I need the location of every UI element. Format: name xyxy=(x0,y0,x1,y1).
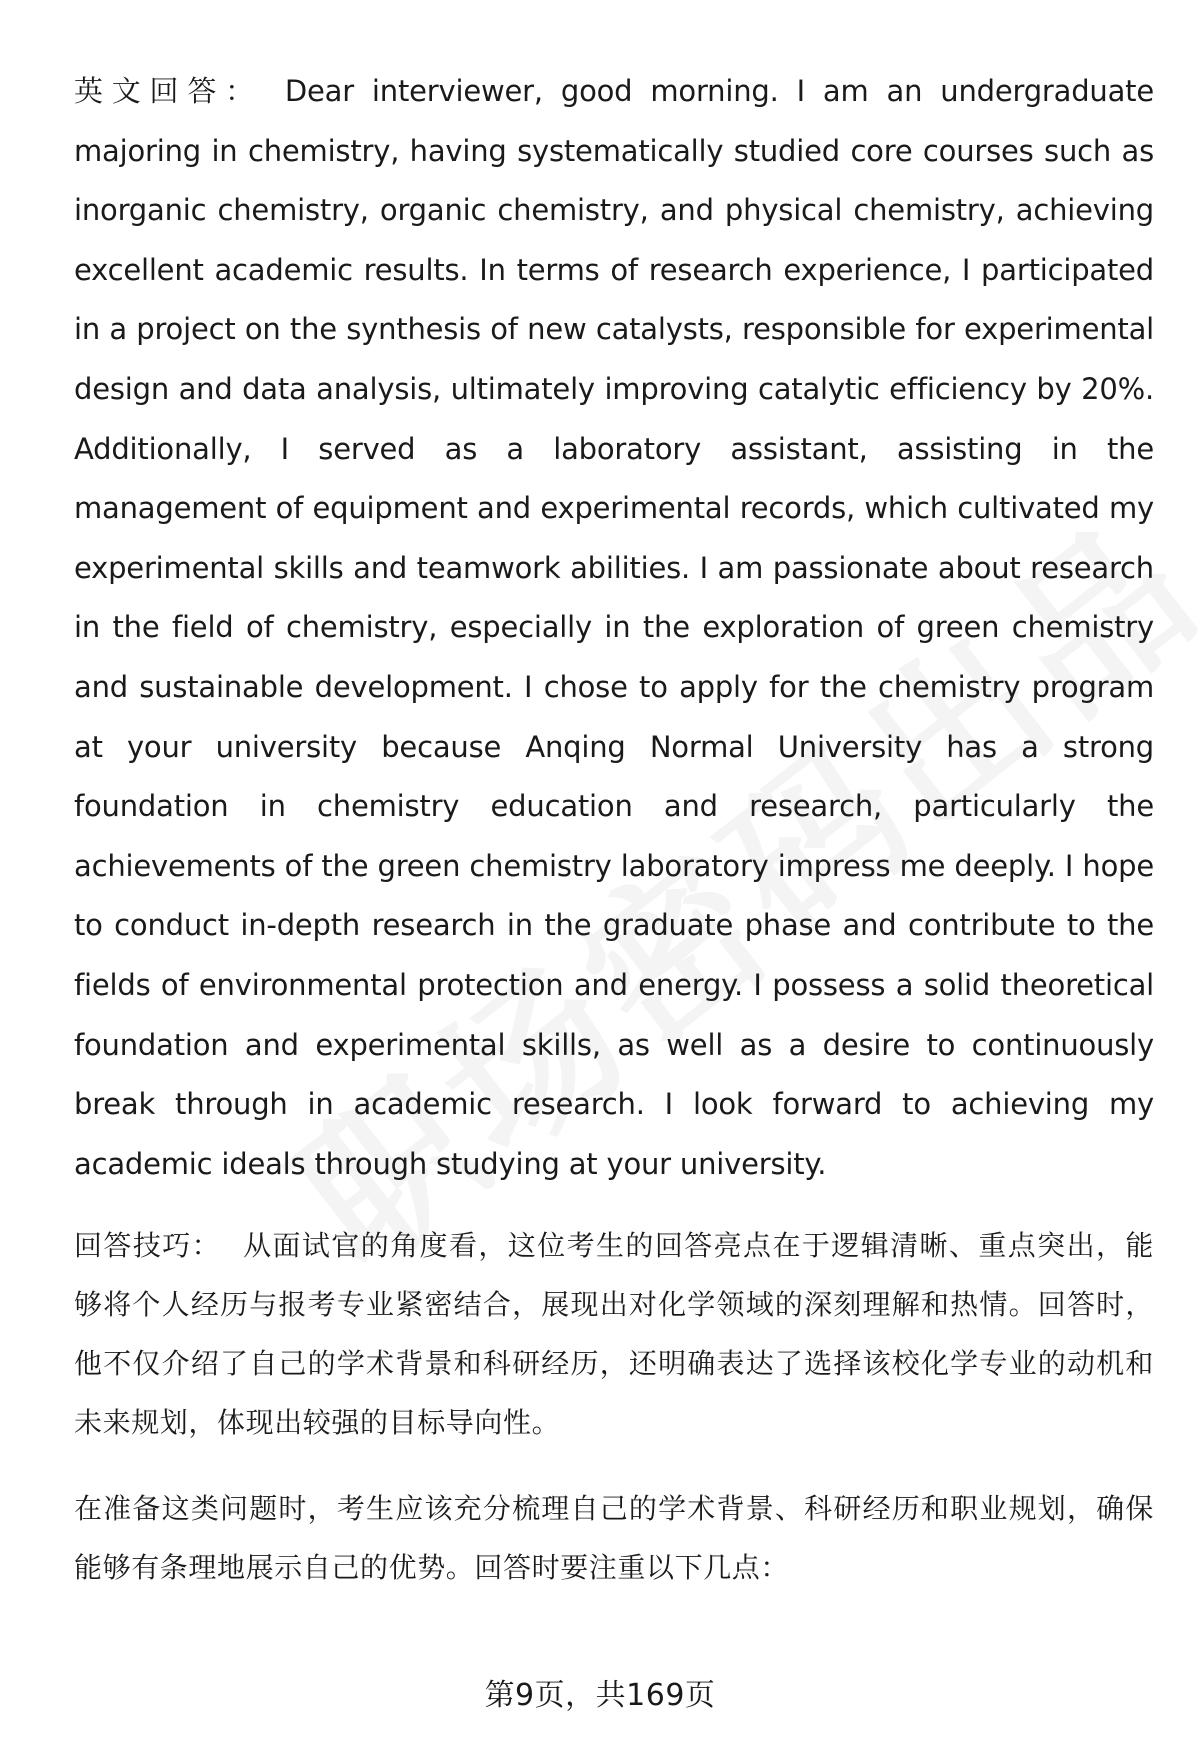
english-answer-label: 英文回答： xyxy=(74,74,263,108)
page-content xyxy=(74,62,1154,1597)
preparation-paragraph xyxy=(74,1479,1154,1597)
answer-tips-label: 回答技巧： xyxy=(74,1229,222,1263)
english-answer-paragraph xyxy=(74,62,1154,1194)
preparation-text: 在准备这类问题时，考生应该充分梳理自己的学术背景、科研经历和职业规划，确保能够有条理地展示自己的优势。回答时要注重以下几点： xyxy=(74,1492,1154,1585)
page-number: 第9页，共169页 xyxy=(484,1678,716,1713)
english-answer-text: Dear interviewer, good morning. I am an undergraduate majoring in chemistry, having systematically studied core courses such as inorganic chemistry, organic chemistry, and physical chemistry, achieving excellent academic results. In terms of research experience, I participated in a project on the synthesis of new catalysts, responsible for experimental design and data analysis, ultimately improving catalytic efficiency by 20%. Additionally, I served as a laboratory assistant, assisting in the management of equipment and experimental records, which cultivated my experimental skills and teamwork abilities. I am passionate about research in the field of chemistry, especially in the exploration of green chemistry and sustainable development. I chose to apply for the chemistry program at your university because Anqing Normal University has a strong foundation in chemistry education and research, particularly the achievements of the green chemistry laboratory impress me deeply. I hope to conduct in-depth research in the graduate phase and contribute to the fields of environmental protection and energy. I possess a solid theoretical foundation and experimental skills, as well as a desire to continuously break through in academic research. I look forward to achieving my academic ideals through studying at your university. xyxy=(74,74,1154,1181)
answer-tips-paragraph xyxy=(74,1216,1154,1452)
answer-tips-text: 从面试官的角度看，这位考生的回答亮点在于逻辑清晰、重点突出，能够将个人经历与报考专业紧密结合，展现出对化学领域的深刻理解和热情。回答时，他不仅介绍了自己的学术背景和科研经历，还明确表达了选择该校化学专业的动机和未来规划，体现出较强的目标导向性。 xyxy=(74,1229,1154,1440)
